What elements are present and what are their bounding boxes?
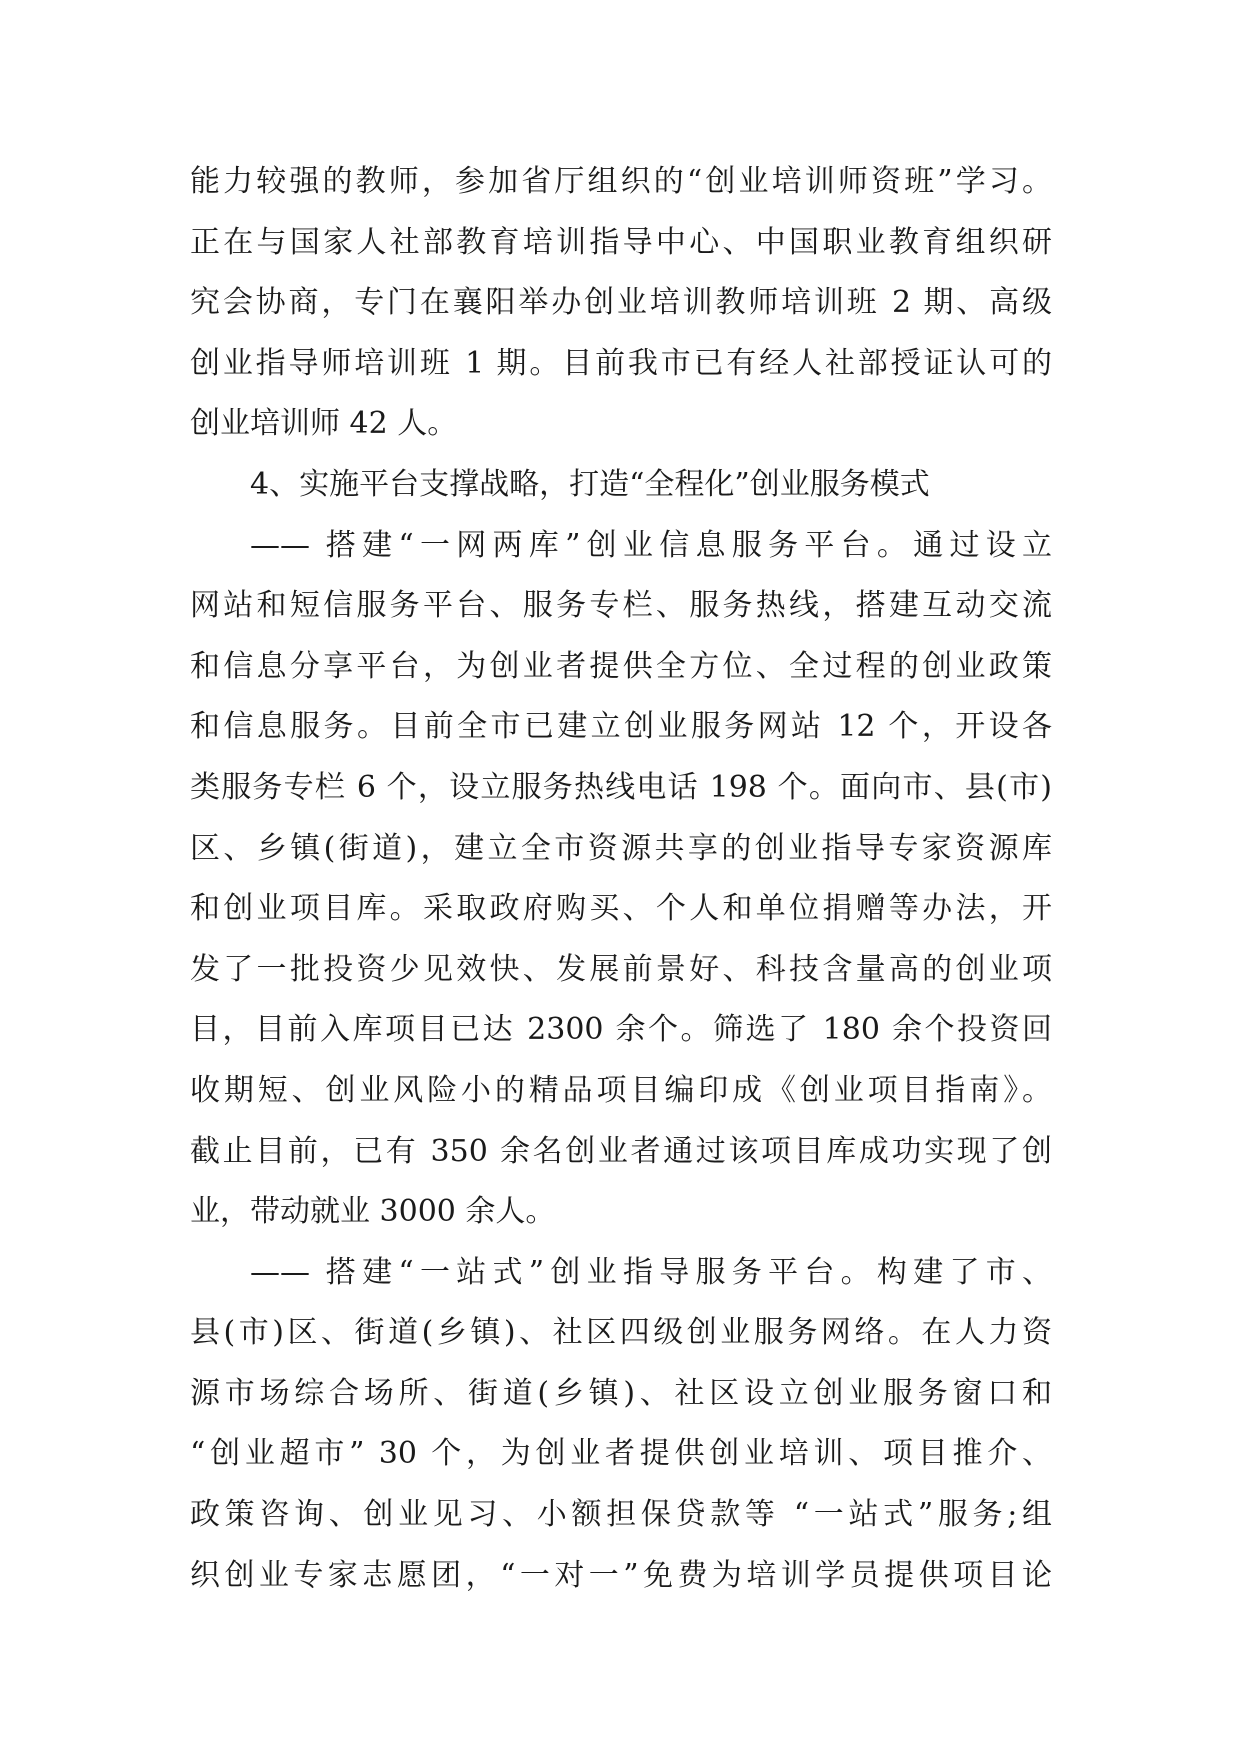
text-line-21: 源市场综合场所、街道(乡镇)、社区设立创业服务窗口和 [190,1375,1052,1411]
text-line-8: 网站和短信服务平台、服务专栏、服务热线，搭建互动交流 [190,588,1052,624]
text-line-22: “创业超市” 30 个，为创业者提供创业培训、项目推介、 [190,1436,1052,1472]
text-line-13: 和创业项目库。采取政府购买、个人和单位捐赠等办法，开 [190,891,1052,927]
text-line-12: 区、乡镇(街道)，建立全市资源共享的创业指导专家资源库 [190,830,1052,866]
text-line-20: 县(市)区、街道(乡镇)、社区四级创业服务网络。在人力资 [190,1315,1052,1351]
text-line-23: 政策咨询、创业见习、小额担保贷款等 “一站式”服务;组 [190,1497,1052,1533]
text-line-19: —— 搭建“一站式”创业指导服务平台。构建了市、 [250,1254,1052,1290]
section-heading: 4、实施平台支撑战略，打造“全程化”创业服务模式 [250,466,930,502]
text-line-9: 和信息分享平台，为创业者提供全方位、全过程的创业政策 [190,648,1052,684]
text-line-5: 创业培训师 42 人。 [190,406,458,442]
text-line-16: 收期短、创业风险小的精品项目编印成《创业项目指南》。 [190,1072,1052,1108]
text-line-10: 和信息服务。目前全市已建立创业服务网站 12 个，开设各 [190,709,1052,745]
body-text [190,152,1052,1606]
text-line-24: 织创业专家志愿团，“一对一”免费为培训学员提供项目论 [190,1557,1052,1593]
text-line-17: 截止目前，已有 350 余名创业者通过该项目库成功实现了创 [190,1133,1052,1169]
text-line-7: —— 搭建“一网两库”创业信息服务平台。通过设立 [250,527,1052,563]
text-line-1: 能力较强的教师，参加省厅组织的“创业培训师资班”学习。 [190,164,1052,199]
text-line-3: 究会协商，专门在襄阳举办创业培训教师培训班 2 期、高级 [190,285,1052,321]
text-line-15: 目，目前入库项目已达 2300 余个。筛选了 180 余个投资回 [190,1012,1052,1048]
text-line-2: 正在与国家人社部教育培训指导中心、中国职业教育组织研 [190,224,1052,260]
text-line-11: 类服务专栏 6 个，设立服务热线电话 198 个。面向市、县(市) [190,769,1052,805]
text-line-14: 发了一批投资少见效快、发展前景好、科技含量高的创业项 [190,951,1052,987]
text-line-18: 业，带动就业 3000 余人。 [190,1194,556,1230]
text-line-4: 创业指导师培训班 1 期。目前我市已有经人社部授证认可的 [190,345,1052,381]
